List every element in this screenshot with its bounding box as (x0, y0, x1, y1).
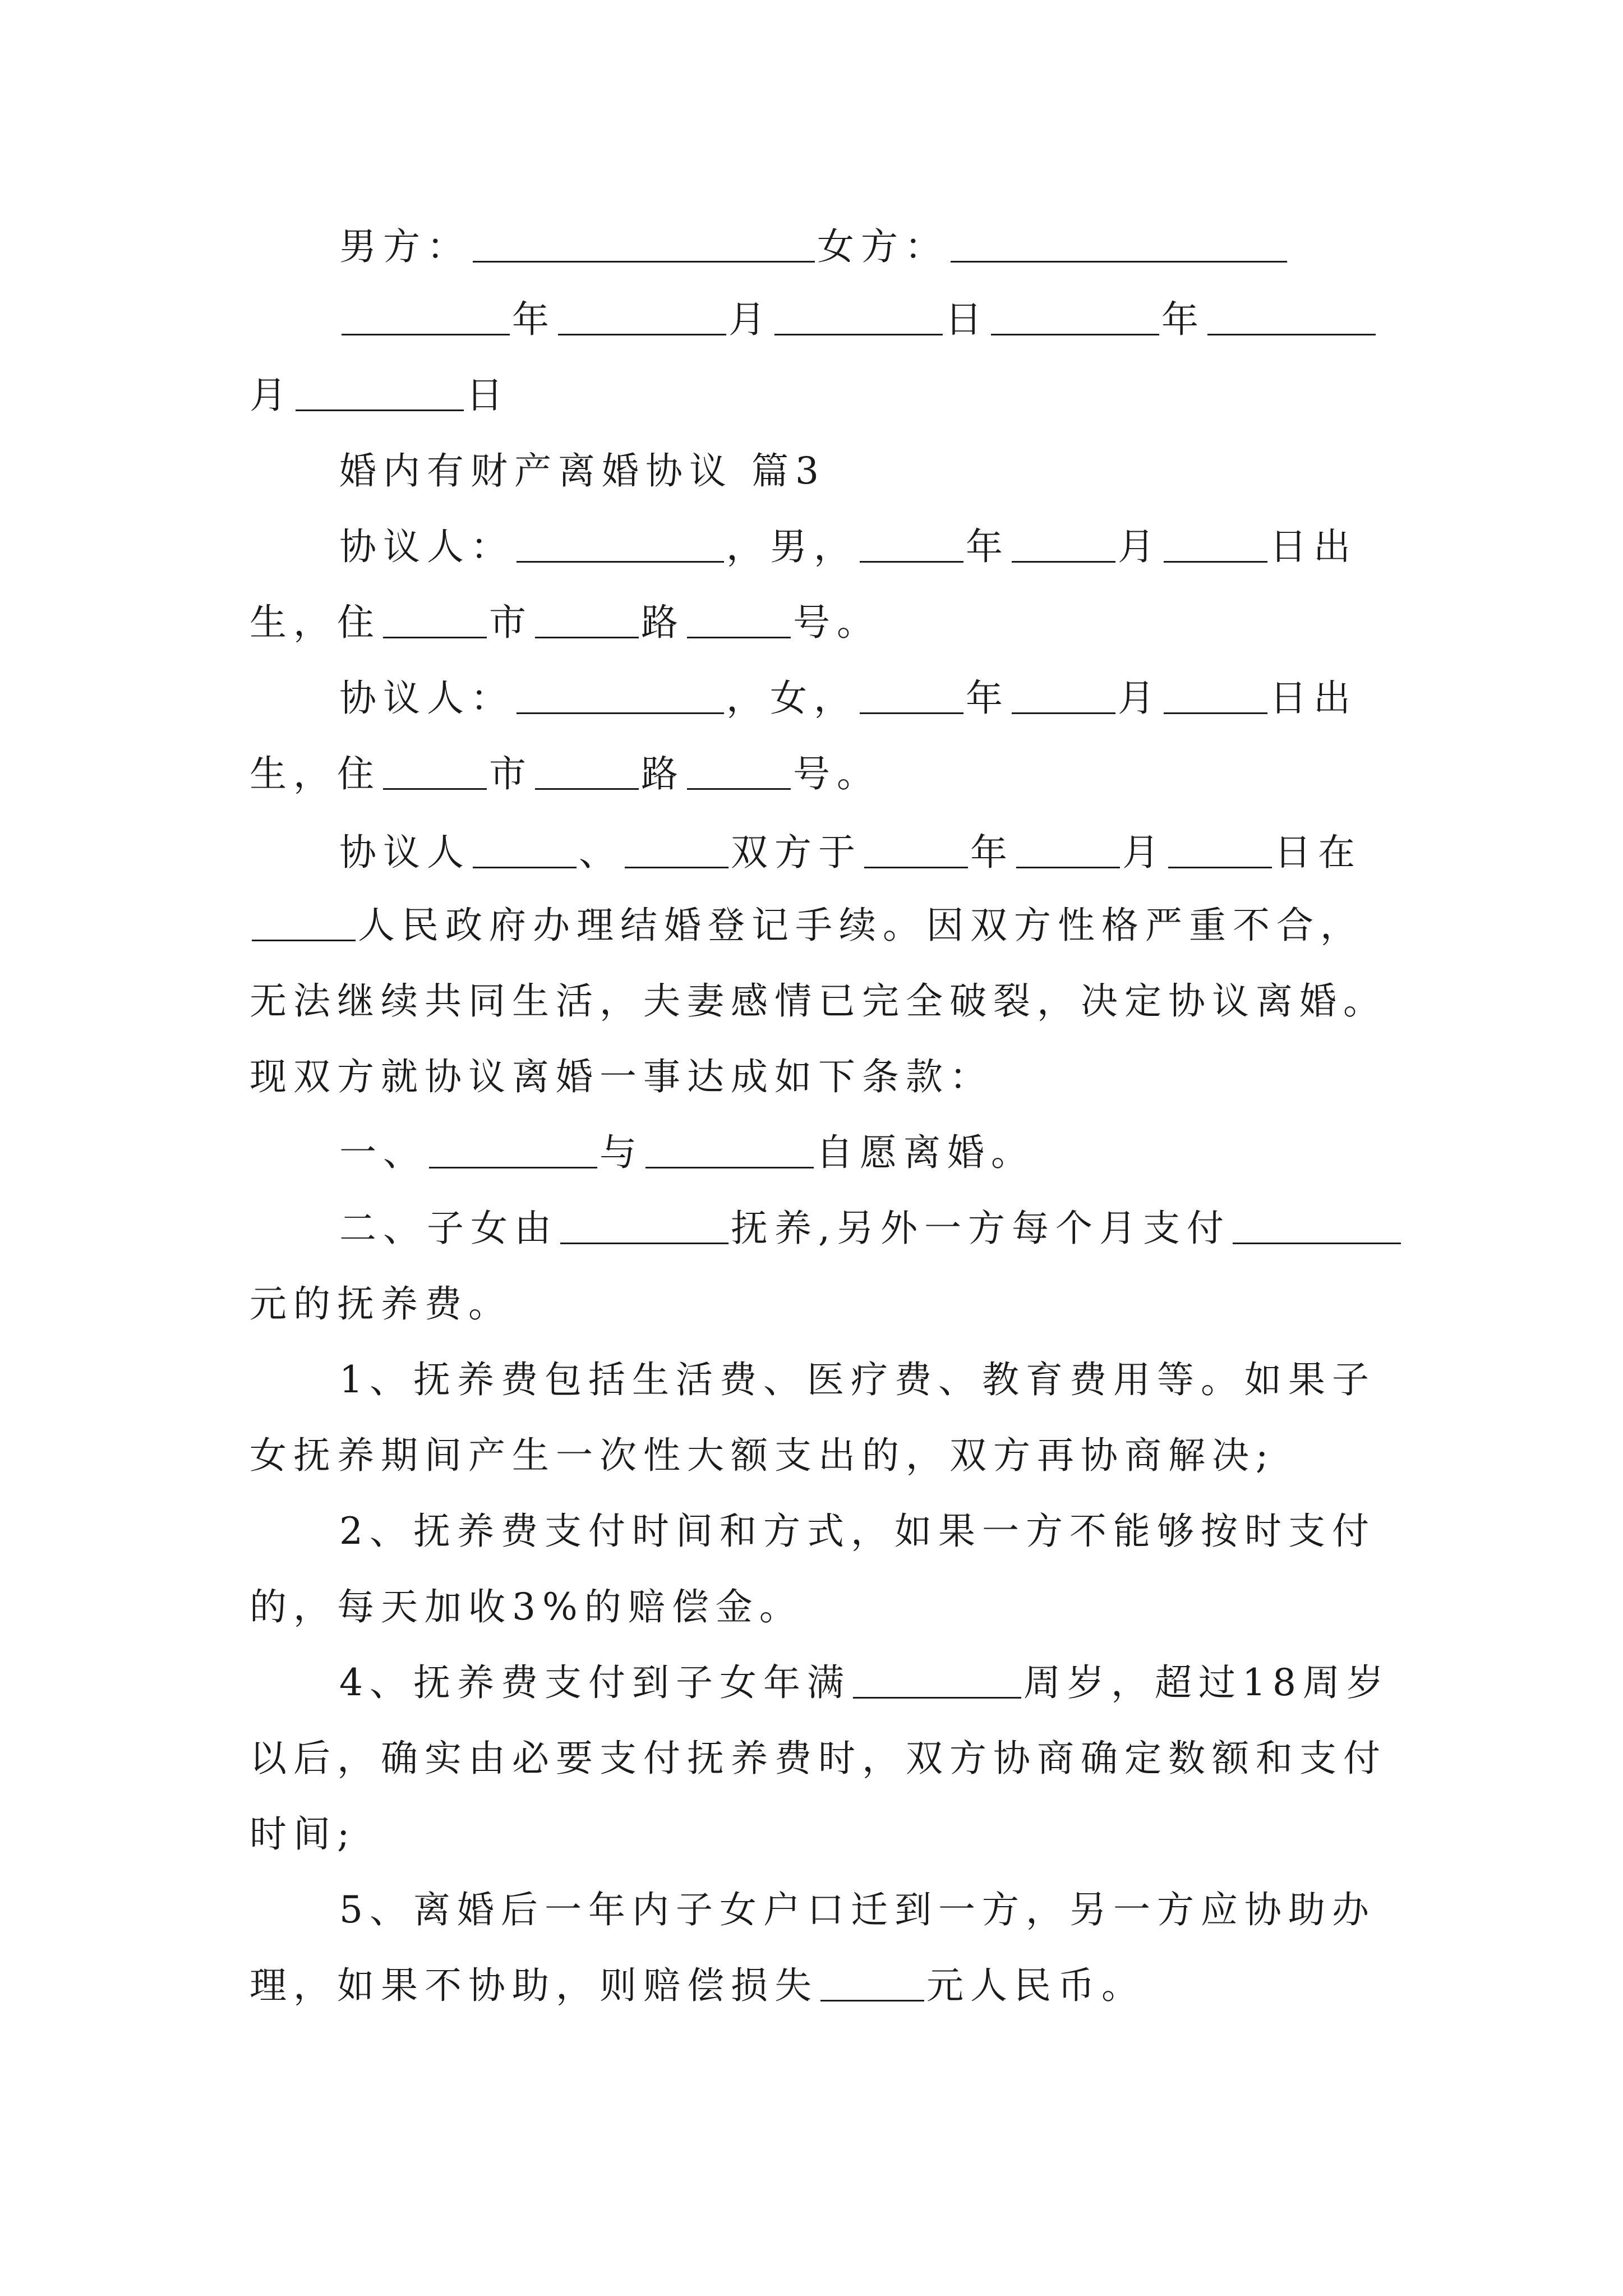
text-segment: 月 (728, 298, 772, 341)
body-line (250, 1963, 1388, 2008)
text-segment: 2、抚养费支付时间和方式，如果一方不能够按时支付 (339, 1510, 1376, 1553)
text-segment: 号。 (793, 752, 880, 795)
blank-field (429, 1133, 597, 1168)
text-segment: 二、子女由 (339, 1207, 558, 1250)
text-segment: 市 (489, 601, 533, 644)
blank-field (473, 833, 577, 868)
text-segment: 周岁，超过18周岁 (1023, 1661, 1390, 1704)
party-line (250, 524, 1388, 569)
label-husband: 男方： (339, 225, 471, 268)
blank-field (560, 1209, 728, 1244)
text-segment: 时间; (250, 1812, 357, 1856)
text-segment: 现双方就协议离婚一事达成如下条款： (250, 1055, 993, 1098)
text-segment: 路 (641, 601, 685, 644)
body-line (250, 1812, 1388, 1857)
body-line (250, 979, 1388, 1024)
blank-field (383, 754, 487, 790)
blank-field (558, 300, 726, 335)
text-segment: 日出 (1270, 677, 1357, 720)
blank-field (860, 679, 963, 714)
text-segment: 年 (966, 525, 1009, 568)
blank-field (342, 300, 510, 335)
text-segment: 路 (641, 752, 685, 795)
text-segment: 理，如果不协助，则赔偿损失 (250, 1964, 818, 2007)
address-line (250, 600, 1388, 645)
address-line (250, 752, 1388, 797)
marriage-line (250, 830, 1388, 875)
blank-field (517, 679, 724, 714)
text-segment: 日在 (1274, 831, 1362, 874)
body-line (250, 1282, 1388, 1327)
text-segment: 人民政府办理结婚登记手续。因双方性格严重不合， (358, 904, 1364, 947)
text-segment: 5、离婚后一年内子女户口迁到一方，另一方应协助办 (339, 1888, 1376, 1931)
body-line (250, 1585, 1388, 1630)
body-line (250, 1055, 1388, 1099)
text-segment: 年 (970, 831, 1014, 874)
sub-clause-5 (250, 1888, 1388, 1932)
blank-field (1164, 679, 1267, 714)
blank-field (864, 833, 968, 868)
blank-field (1012, 527, 1115, 563)
blank-field (774, 300, 943, 335)
text-segment: 抚养,另外一方每个月支付 (731, 1207, 1230, 1250)
text-segment: 一、 (339, 1131, 427, 1174)
text-segment: 市 (489, 752, 533, 795)
date-line (250, 297, 1388, 342)
date-line-continued (250, 373, 1388, 418)
text-segment: ，女， (726, 677, 857, 720)
text-segment: 女抚养期间产生一次性大额支出的，双方再协商解决; (250, 1434, 1275, 1477)
text-segment: 日 (466, 374, 510, 417)
text-segment: 协议人： (339, 677, 514, 720)
text-segment: 的，每天加收3%的赔偿金。 (250, 1585, 803, 1628)
text-segment: 协议人： (339, 525, 514, 568)
heading-text: 婚内有财产离婚协议 篇3 (339, 449, 826, 493)
text-segment: 年 (966, 677, 1009, 720)
text-segment: 元人民币。 (926, 1964, 1145, 2007)
party-line (250, 676, 1388, 721)
text-segment: 月 (250, 374, 293, 417)
text-segment: 以后，确实由必要支付抚养费时，双方协商确定数额和支付 (250, 1737, 1387, 1780)
signature-line (250, 224, 1388, 269)
text-segment: 双方于 (731, 831, 862, 874)
blank-field (1012, 679, 1115, 714)
text-segment: 号。 (793, 601, 880, 644)
text-segment: 、 (579, 831, 623, 874)
text-segment: 协议人 (339, 831, 471, 874)
sub-clause-2 (250, 1509, 1388, 1554)
blank-field (1233, 1209, 1401, 1244)
label-wife: 女方： (817, 225, 948, 268)
text-segment: 月 (1118, 677, 1161, 720)
text-segment: 生，住 (250, 752, 381, 795)
body-line (250, 1736, 1388, 1781)
blank-field (687, 754, 791, 790)
blank-field (473, 227, 815, 263)
text-segment: 元的抚养费。 (250, 1282, 512, 1326)
clause-1 (250, 1130, 1388, 1175)
blank-field (252, 906, 356, 941)
blank-field (535, 754, 639, 790)
clause-2 (250, 1206, 1388, 1251)
text-segment: 月 (1118, 525, 1161, 568)
blank-field (687, 603, 791, 638)
blank-field (535, 603, 639, 638)
blank-field (951, 227, 1287, 263)
text-segment: ，男， (726, 525, 857, 568)
body-line (250, 903, 1388, 948)
blank-field (820, 1966, 924, 2001)
blank-field (296, 376, 464, 411)
text-segment: 自愿离婚。 (816, 1131, 1035, 1174)
sub-clause-1 (250, 1358, 1388, 1402)
text-segment: 月 (1122, 831, 1166, 874)
section-heading (250, 449, 1388, 494)
blank-field (991, 300, 1159, 335)
blank-field (1164, 527, 1267, 563)
sub-clause-4 (250, 1660, 1388, 1705)
blank-field (1168, 833, 1272, 868)
blank-field (1207, 300, 1376, 335)
blank-field (860, 527, 963, 563)
text-segment: 年 (1161, 298, 1205, 341)
text-segment: 4、抚养费支付到子女年满 (339, 1661, 851, 1704)
blank-field (1016, 833, 1120, 868)
text-segment: 无法继续共同生活，夫妻感情已完全破裂，决定协议离婚。 (250, 979, 1387, 1023)
text-segment: 年 (512, 298, 556, 341)
text-segment: 1、抚养费包括生活费、医疗费、教育费用等。如果子 (339, 1358, 1376, 1401)
blank-field (853, 1663, 1021, 1699)
text-segment: 日出 (1270, 525, 1357, 568)
body-line (250, 1433, 1388, 1478)
text-segment: 与 (600, 1131, 643, 1174)
text-segment: 日 (945, 298, 989, 341)
blank-field (517, 527, 724, 563)
blank-field (625, 833, 728, 868)
text-segment: 生，住 (250, 601, 381, 644)
blank-field (645, 1133, 814, 1168)
blank-field (383, 603, 487, 638)
